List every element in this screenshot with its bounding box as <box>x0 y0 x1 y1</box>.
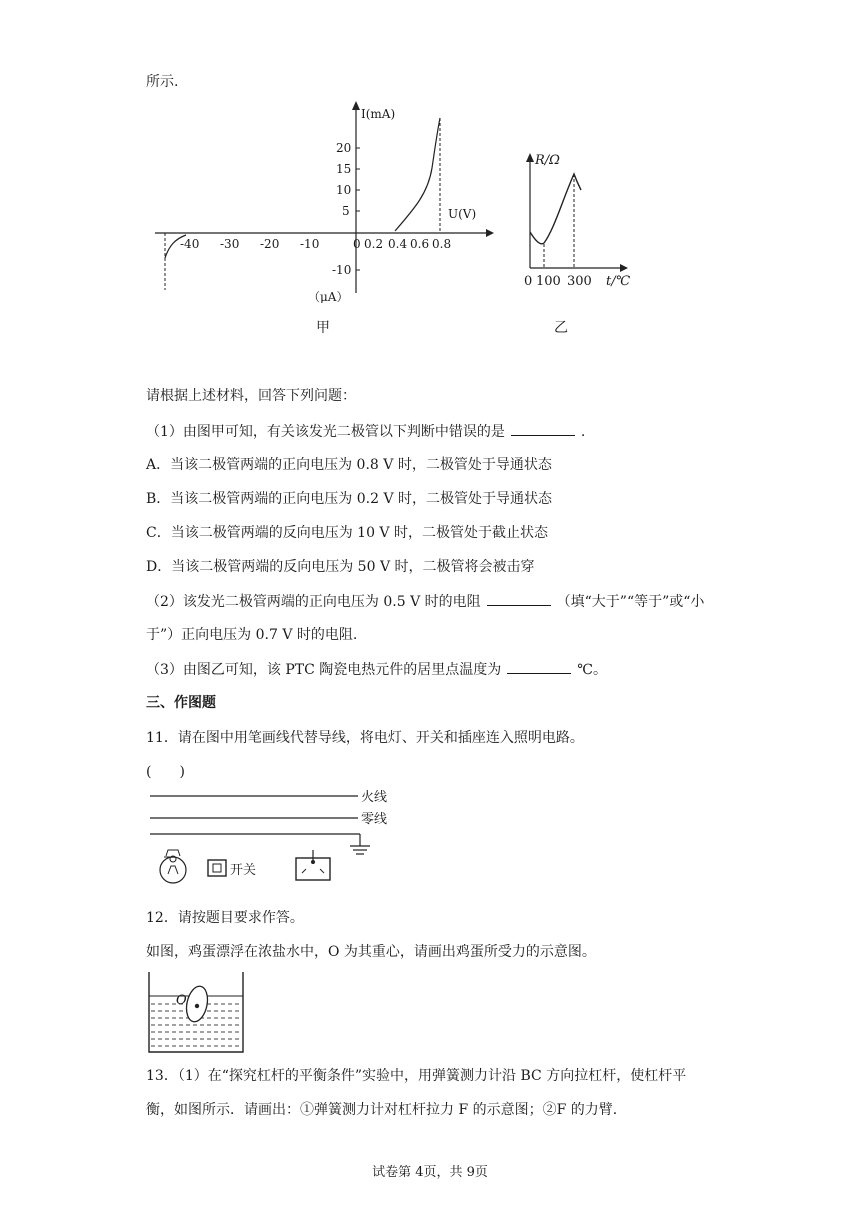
figure-jia-graph <box>150 98 500 303</box>
question-13-line1: 13．（1）在“探究杠杆的平衡条件”实验中，用弹簧测力计沿 BC 方向拉杠杆，使杠杆平 <box>146 1068 687 1084</box>
egg-beaker-figure <box>146 970 246 1054</box>
question-2-cont: 于”）正向电压为 0.7 V 时的电阻. <box>146 627 358 643</box>
y-tick: 10 <box>336 183 352 197</box>
x-tick: 0 <box>524 274 533 289</box>
question-12: 12．请按题目要求作答。 <box>146 910 304 926</box>
question-11: 11．请在图中用笔画线代替导线，将电灯、开关和插座连入照明电路。 <box>146 730 584 746</box>
x-tick: -10 <box>300 237 320 251</box>
section-title: 三、作图题 <box>146 695 216 711</box>
circuit-figure <box>146 782 436 894</box>
answer-blank-2[interactable] <box>487 591 551 606</box>
question-1-end: . <box>580 424 586 440</box>
page-footer: 试卷第 4页，共 9页 <box>372 1165 488 1180</box>
x-tick: 100 <box>536 274 561 289</box>
question-2-text: （2）该发光二极管两端的正向电压为 0.5 V 时的电阻 <box>146 594 481 610</box>
egg-center-label: O <box>176 993 187 1008</box>
option-c: C．当该二极管两端的反向电压为 10 V 时，二极管处于截止状态 <box>146 525 548 541</box>
neg-unit-label: （μA） <box>308 290 349 303</box>
x-tick: -30 <box>220 237 240 251</box>
answer-blank-3[interactable] <box>507 659 571 674</box>
x-axis-label: t/℃ <box>606 274 631 289</box>
switch-label: 开关 <box>230 863 257 878</box>
socket-icon <box>296 850 330 880</box>
question-3-text: （3）由图乙可知，该 PTC 陶瓷电热元件的居里点温度为 <box>146 662 502 678</box>
neutral-wire-label: 零线 <box>361 812 388 827</box>
question-1-text: （1）由图甲可知，有关该发光二极管以下判断中错误的是 <box>146 424 505 440</box>
option-d: D．当该二极管两端的反向电压为 50 V 时，二极管将会被击穿 <box>146 559 535 575</box>
figure-jia-caption: 甲 <box>316 320 330 336</box>
live-wire-label: 火线 <box>361 790 388 805</box>
option-a: A．当该二极管两端的正向电压为 0.8 V 时，二极管处于导通状态 <box>146 457 552 473</box>
question-2 <box>146 591 704 612</box>
y-tick: 5 <box>342 204 350 218</box>
option-b: B．当该二极管两端的正向电压为 0.2 V 时，二极管处于导通状态 <box>146 491 553 507</box>
question-11-paren: ( ) <box>146 764 185 780</box>
x-tick: 0 <box>353 237 361 251</box>
question-12-desc: 如图，鸡蛋漂浮在浓盐水中，O 为其重心，请画出鸡蛋所受力的示意图。 <box>146 944 596 960</box>
figure-yi-caption: 乙 <box>554 320 568 336</box>
x-tick: 300 <box>567 274 592 289</box>
y-axis-label: R/Ω <box>535 153 560 168</box>
answer-blank-1[interactable] <box>511 421 575 436</box>
x-tick: 0.4 <box>388 237 408 251</box>
question-13-line2: 衡，如图所示．请画出：①弹簧测力计对杠杆拉力 F 的示意图；②F 的力臂. <box>146 1102 618 1118</box>
y-tick: -10 <box>332 263 352 277</box>
y-tick: 15 <box>336 162 352 176</box>
question-3 <box>146 659 607 680</box>
y-tick: 20 <box>336 141 352 155</box>
question-3-end: ℃。 <box>577 662 607 678</box>
question-1 <box>146 421 585 442</box>
x-tick: 0.2 <box>364 237 384 251</box>
x-tick: -40 <box>180 237 200 251</box>
x-tick: 0.6 <box>410 237 430 251</box>
x-tick: 0.8 <box>432 237 452 251</box>
lamp-icon <box>160 850 186 883</box>
y-axis-label: I(mA) <box>361 107 396 121</box>
switch-icon <box>208 860 226 876</box>
prompt-text: 请根据上述材料，回答下列问题： <box>146 388 356 404</box>
x-tick: -20 <box>260 237 280 251</box>
figure-yi-graph <box>520 146 640 294</box>
x-axis-label: U(V) <box>448 207 477 221</box>
question-2-hint: （填“大于”“等于”或“小 <box>556 594 705 610</box>
intro-tail: 所示. <box>146 74 179 90</box>
